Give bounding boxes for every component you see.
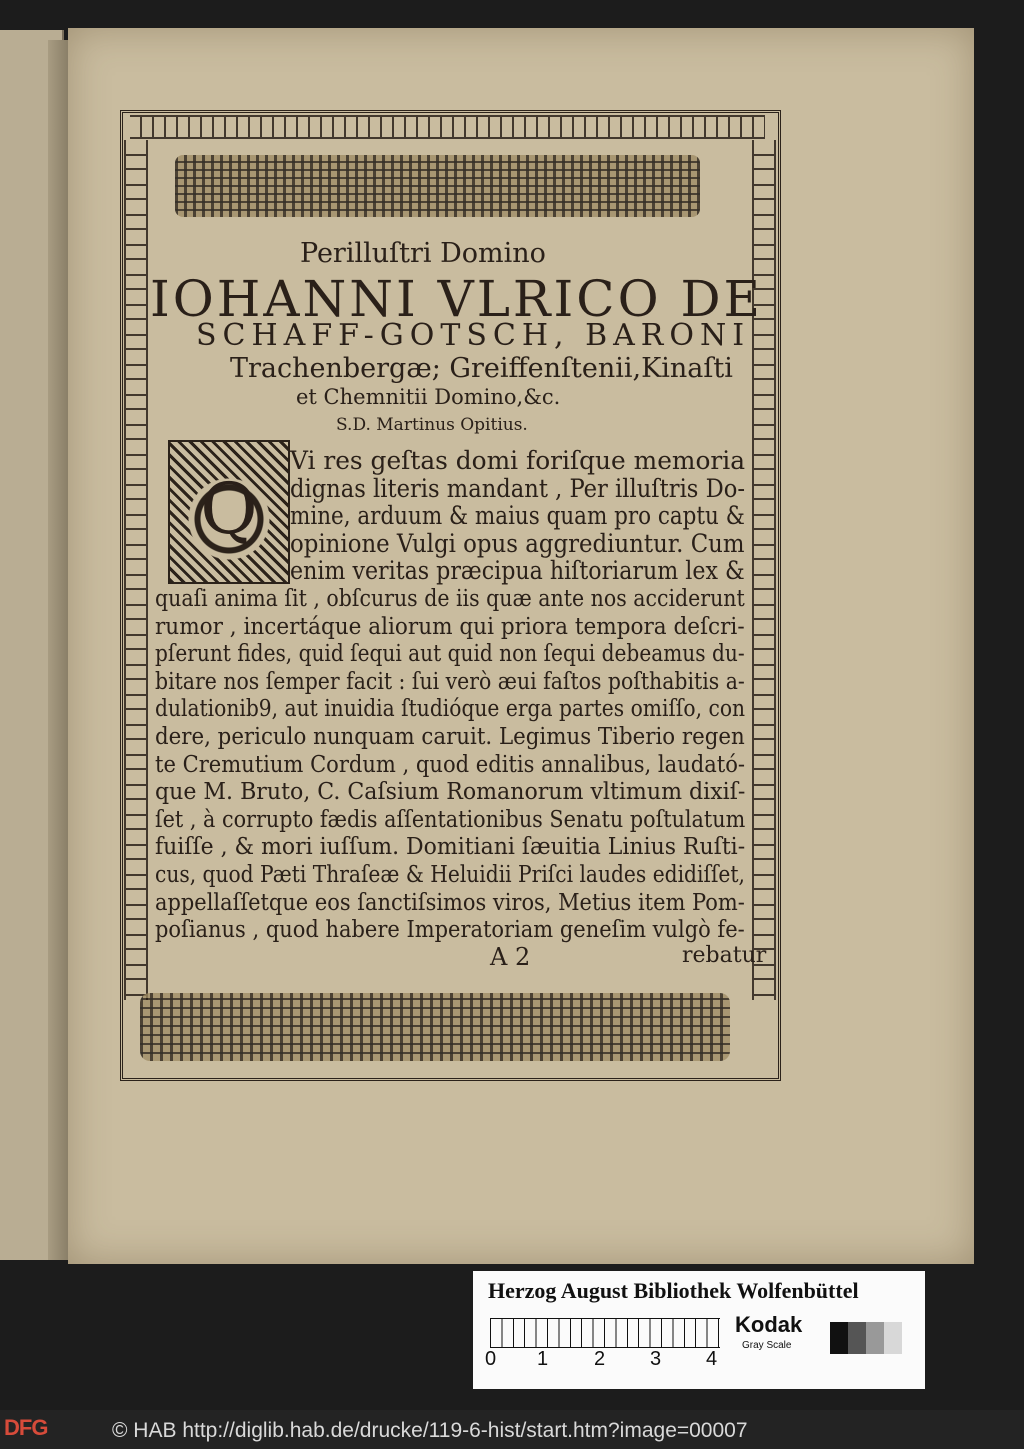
dedicatee-lordships: Trachenbergæ; Greiffenſtenii,Kinaſti	[230, 353, 733, 384]
library-name: Herzog August Bibliothek Wolfenbüttel	[488, 1278, 859, 1303]
scale-tick-label: 0	[485, 1348, 497, 1370]
dedication-salutation: Perilluſtri Domino	[300, 238, 546, 269]
gray-swatch	[830, 1322, 848, 1354]
dedicatee-lordships-cont: et Chemnitii Domino,&c.	[296, 385, 561, 409]
body-line: enim veritas præcipua hiſtoriarum lex &	[290, 556, 745, 586]
scale-tick-label: 2	[594, 1348, 606, 1370]
copyright-url[interactable]: © HAB http://diglib.hab.de/drucke/119-6-hist/start.htm?image=00007	[112, 1419, 748, 1442]
body-line: que M. Bruto, C. Caſsium Romanorum vltimum dixiſ-	[155, 777, 746, 806]
dedicatee-name: IOHANNI VLRICO DE	[150, 270, 764, 328]
body-line: te Cremutium Cordum , quod editis annalibus, laudató-	[155, 749, 745, 778]
catchword: rebatur	[682, 943, 767, 968]
body-line: bitare nos ſemper facit : ſui verò æui faſtos poſthabitis a-	[155, 666, 745, 695]
body-line: opinione Vulgi opus aggrediuntur. Cum	[290, 528, 745, 558]
body-line: quaſi anima ſit , obſcurus de iis quæ ante nos acciderunt	[155, 584, 745, 612]
body-line: dere, periculo nunquam caruit. Legimus Tiberio regen	[155, 722, 745, 750]
body-line: pſerunt fides, quid ſequi aut quid non ſequi debeamus du-	[155, 639, 745, 668]
body-line: ſet , à corrupto fædis aſſentationibus Senatu poſtulatum	[155, 804, 746, 833]
dfg-logo: DFG	[4, 1415, 48, 1440]
scale-tick-label: 1	[537, 1348, 549, 1370]
body-line: dignas literis mandant , Per illuſtris Do-	[290, 473, 745, 503]
headpiece-ornament	[175, 155, 700, 217]
gray-swatch	[884, 1322, 902, 1354]
scale-tick-label: 3	[650, 1348, 662, 1370]
body-line: fuiſſe , & mori iuſſum. Domitiani ſæuitia Linius Ruſti-	[155, 832, 746, 861]
body-line: Vi res geſtas domi foriſque memoria	[290, 446, 746, 475]
sender-greeting: S.D. Martinus Opitius.	[336, 415, 528, 435]
left-ornament-column	[124, 140, 148, 1000]
body-line: appellaſſetque eos ſanctiſsimos viros, Metius item Pom-	[155, 887, 745, 916]
decorated-initial	[168, 440, 290, 584]
signature-mark: A 2	[490, 943, 531, 971]
book-gutter	[48, 40, 68, 1260]
right-ornament-column	[752, 140, 776, 1000]
body-line: mine, arduum & maius quam pro captu &	[290, 501, 745, 531]
gray-swatch	[848, 1322, 866, 1354]
kodak-brand: Kodak	[735, 1312, 803, 1337]
body-line: cus, quod Pæti Thraſeæ & Heluidii Priſci laudes edidiſſet,	[155, 860, 745, 888]
tailpiece-ornament	[140, 993, 730, 1061]
top-ornament-band	[130, 115, 765, 139]
gray-swatch	[866, 1322, 884, 1354]
scale-tick-label: 4	[706, 1348, 718, 1370]
ruler-scale	[490, 1318, 720, 1348]
body-line: dulationib9, aut inuidia ſtudióque erga partes omiſſo, con	[155, 694, 746, 723]
gray-scale-caption: Gray Scale	[742, 1340, 792, 1351]
body-line: rumor , incertáque aliorum qui priora tempora deſcri-	[155, 611, 745, 640]
dedicatee-title: SCHAFF-GOTSCH, BARONI	[196, 318, 751, 353]
body-line: poſianus , quod habere Imperatoriam geneſim vulgò fe-	[155, 915, 745, 944]
initial-letter: Q	[200, 468, 258, 550]
